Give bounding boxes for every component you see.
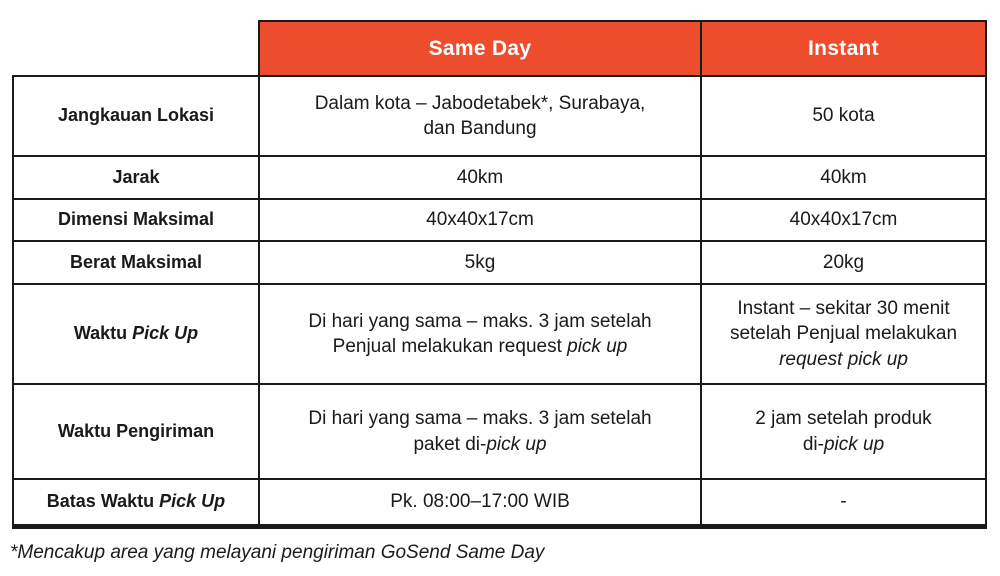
same-day-cell: Di hari yang sama – maks. 3 jam setelah paket di-pick up [259,384,701,479]
table-row [13,384,986,479]
same-day-cell: 40km [259,156,701,199]
row-label: Waktu Pick Up [13,284,259,384]
instant-cell: 40km [701,156,986,199]
instant-cell: - [701,479,986,526]
instant-cell: 2 jam setelah produk di-pick up [701,384,986,479]
table-row [13,199,986,241]
instant-cell: 40x40x17cm [701,199,986,241]
header-row [13,21,986,76]
row-label: Batas Waktu Pick Up [13,479,259,526]
instant-cell: Instant – sekitar 30 menit setelah Penjual melakukan request pick up [701,284,986,384]
table-row [13,76,986,156]
row-label: Berat Maksimal [13,241,259,284]
table-row [13,241,986,284]
same-day-cell: Di hari yang sama – maks. 3 jam setelah Penjual melakukan request pick up [259,284,701,384]
same-day-cell: Dalam kota – Jabodetabek*, Surabaya, dan Bandung [259,76,701,156]
row-label: Jangkauan Lokasi [13,76,259,156]
same-day-cell: Pk. 08:00–17:00 WIB [259,479,701,526]
table-header [13,21,986,76]
corner-spacer [13,21,259,76]
instant-cell: 50 kota [701,76,986,156]
row-label: Jarak [13,156,259,199]
row-label: Waktu Pengiriman [13,384,259,479]
table-row [13,284,986,384]
table-body [13,76,986,526]
comparison-table [12,20,987,529]
row-label: Dimensi Maksimal [13,199,259,241]
column-header-same-day: Same Day [259,21,701,76]
same-day-cell: 5kg [259,241,701,284]
table-row [13,479,986,526]
table-row [13,156,986,199]
column-header-instant: Instant [701,21,986,76]
instant-cell: 20kg [701,241,986,284]
footnote: *Mencakup area yang melayani pengiriman GoSend Same Day [10,542,545,563]
same-day-cell: 40x40x17cm [259,199,701,241]
